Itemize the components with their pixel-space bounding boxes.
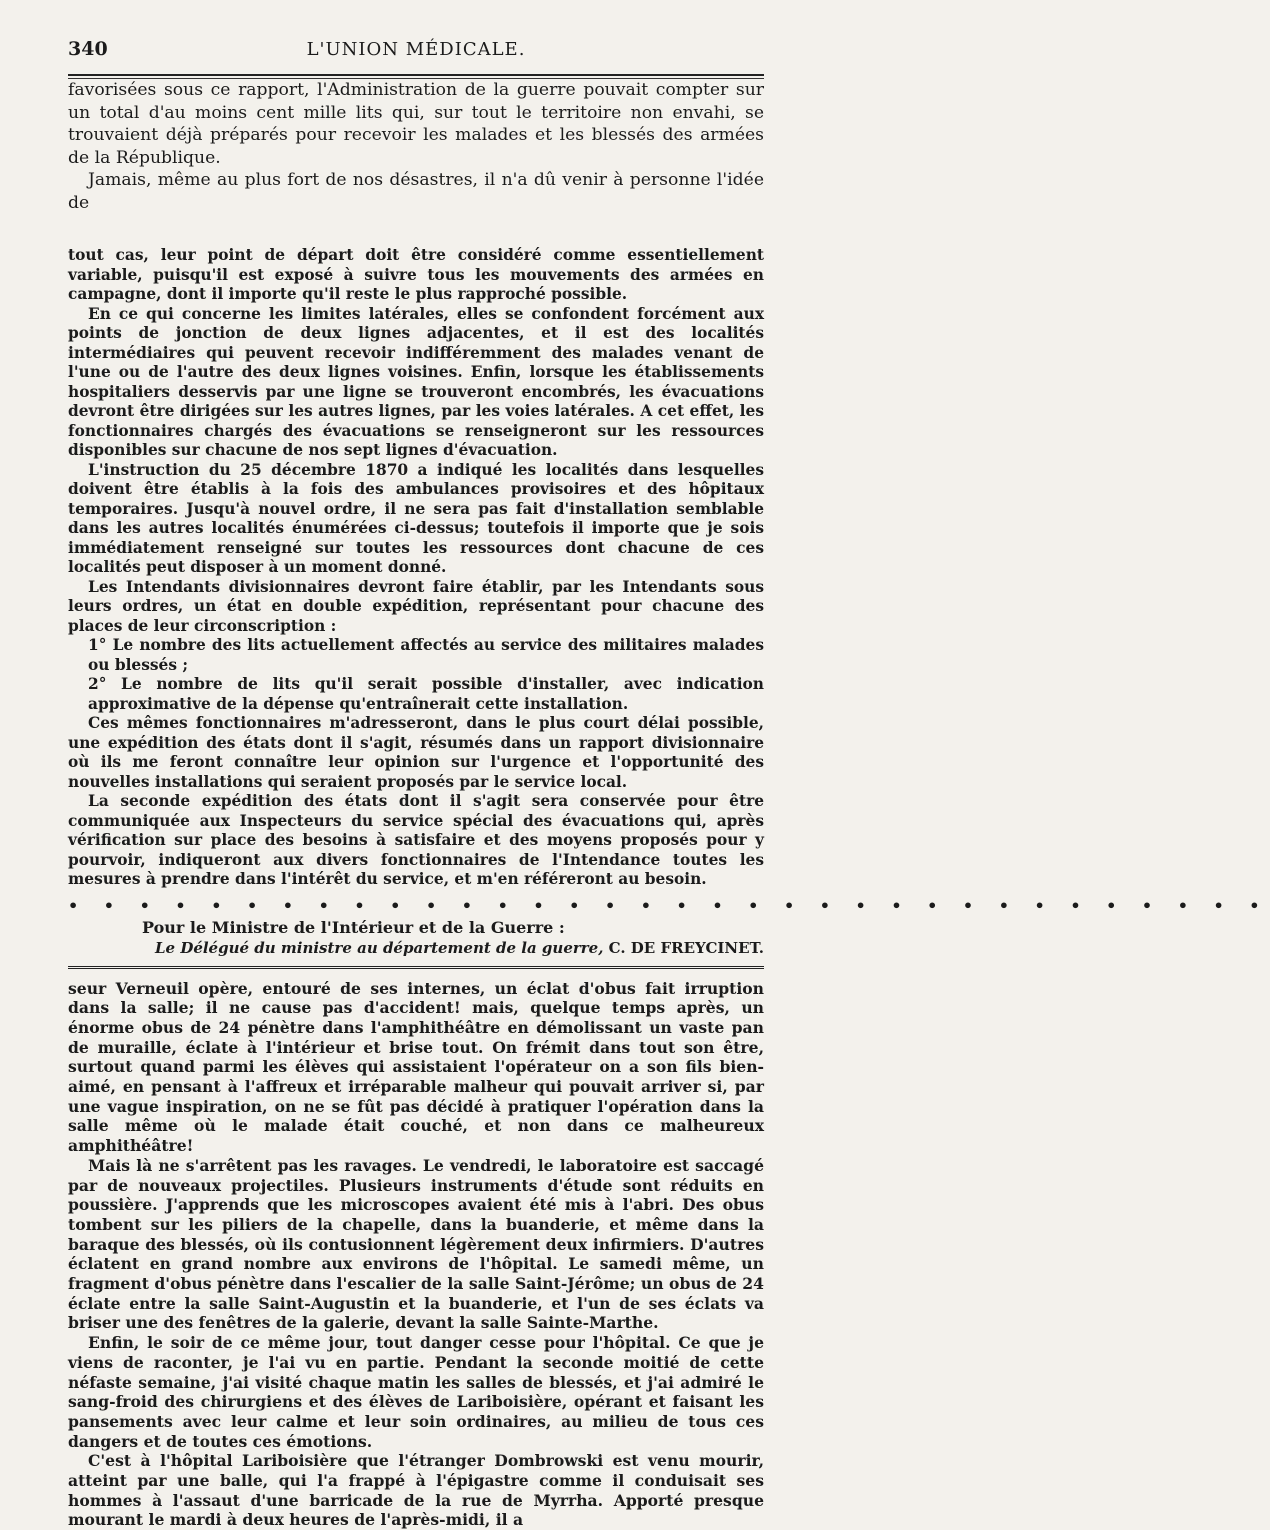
running-title: L'UNION MÉDICALE. xyxy=(128,39,704,60)
list-item: 2° Le nombre de lits qu'il serait possible d'installer, avec indication approximative de la dépense qu'entraînerait cette installation. xyxy=(68,675,764,714)
bottom-section xyxy=(68,979,764,1530)
top-section xyxy=(68,79,764,214)
header-rule xyxy=(68,74,764,76)
section-divider xyxy=(68,966,764,969)
list-item: 1° Le nombre des lits actuellement affectés au service des militaires malades ou blessés ; xyxy=(68,636,764,675)
top-paragraph: Jamais, même au plus fort de nos désastres, il n'a dû venir à personne l'idée de xyxy=(68,169,764,214)
signature-delegate: Le Délégué du ministre au département de la guerre, xyxy=(155,939,603,957)
body-paragraph: C'est à l'hôpital Lariboisière que l'étranger Dombrowski est venu mourir, atteint par une balle, qui l'a frappé à l'épigastre comme il conduisait ses hommes à l'assaut d'une barricade de la rue de Myrrha. Apporté presque mourant le mardi à deux heures de l'après-midi, il a xyxy=(68,1451,764,1530)
circular-section xyxy=(68,246,764,890)
body-paragraph: En ce qui concerne les limites latérales, elles se confondent forcément aux points de jonction de deux lignes adjacentes, et il est des localités intermédiaires qui peuvent recevoir indifféremment des malades venant de l'une ou de l'autre des deux lignes voisines. Enfin, lorsque les établissements hospitaliers desservis par une ligne se trouveront encombrés, les évacuations devront être dirigées sur les autres lignes, par les voies latérales. A cet effet, les fonctionnaires chargés des évacuations se renseigneront sur les ressources disponibles sur chacune de nos sept lignes d'évacuation. xyxy=(68,305,764,461)
page-number: 340 xyxy=(68,38,128,60)
section-gap xyxy=(68,214,764,234)
ellipsis-dots: • • • • • • • • • • • • • • • • • • • • • • • • • • • • • • • • • • xyxy=(68,896,764,916)
page-header xyxy=(68,38,764,68)
body-paragraph: tout cas, leur point de départ doit être considéré comme essentiellement variable, puisqu'il est exposé à suivre tous les mouvements des armées en campagne, dont il importe qu'il reste le plus rapproché possible. xyxy=(68,246,764,305)
top-paragraph: favorisées sous ce rapport, l'Administration de la guerre pouvait compter sur un total d'au moins cent mille lits qui, sur tout le territoire non envahi, se trouvaient déjà préparés pour recevoir les malades et les blessés des armées de la République. xyxy=(68,79,764,169)
body-paragraph: La seconde expédition des états dont il s'agit sera conservée pour être communiquée aux Inspecteurs du service spécial des évacuations qui, après vérification sur place des besoins à satisfaire et des moyens proposés pour y pourvoir, indiqueront aux divers fonctionnaires de l'Intendance toutes les mesures à prendre dans l'intérêt du service, et m'en référeront au besoin. xyxy=(68,792,764,890)
body-paragraph: Ces mêmes fonctionnaires m'adresseront, dans le plus court délai possible, une expédition des états dont il s'agit, résumés dans un rapport divisionnaire où ils me feront connaître leur opinion sur l'urgence et l'opportunité des nouvelles installations qui seraient proposés par le service local. xyxy=(68,714,764,792)
signature-line: Pour le Ministre de l'Intérieur et de la Guerre : xyxy=(68,918,764,938)
body-paragraph: Mais là ne s'arrêtent pas les ravages. Le vendredi, le laboratoire est saccagé par de nouveaux projectiles. Plusieurs instruments d'étude sont réduits en poussière. J'apprends que les microscopes avaient été mis à l'abri. Des obus tombent sur les piliers de la chapelle, dans la buanderie, et même dans la baraque des blessés, où ils contusionnent légèrement deux infirmiers. D'autres éclatent en grand nombre aux environs de l'hôpital. Le samedi même, un fragment d'obus pénètre dans l'escalier de la salle Saint-Jérôme; un obus de 24 éclate entre la salle Saint-Augustin et la buanderie, et l'un de ses éclats va briser une des fenêtres de la galerie, devant la salle Sainte-Marthe. xyxy=(68,1156,764,1333)
body-paragraph: seur Verneuil opère, entouré de ses internes, un éclat d'obus fait irruption dans la salle; il ne cause pas d'accident! mais, quelque temps après, un énorme obus de 24 pénètre dans l'amphithéâtre en démolissant un vaste pan de muraille, éclate à l'intérieur et brise tout. On frémit dans tout son être, surtout quand parmi les élèves qui assistaient l'opérateur on a son fils bien-aimé, en pensant à l'affreux et irréparable malheur qui pouvait arriver si, par une vague inspiration, on ne se fût pas décidé à pratiquer l'opération dans la salle même où le malade était couché, et non dans ce malheureux amphithéâtre! xyxy=(68,979,764,1156)
body-paragraph: L'instruction du 25 décembre 1870 a indiqué les localités dans lesquelles doivent être établis à la fois des ambulances provisoires et des hôpitaux temporaires. Jusqu'à nouvel ordre, il ne sera pas fait d'installation semblable dans les autres localités énumérées ci-dessus; toutefois il importe que je sois immédiatement renseigné sur toutes les ressources dont chacune de ces localités peut disposer à un moment donné. xyxy=(68,461,764,578)
body-paragraph: Les Intendants divisionnaires devront faire établir, par les Intendants sous leurs ordres, un état en double expédition, représentant pour chacune des places de leur circonscription : xyxy=(68,578,764,637)
signature-block xyxy=(68,938,764,958)
signature-name: C. DE FREYCINET. xyxy=(609,939,764,957)
body-paragraph: Enfin, le soir de ce même jour, tout danger cesse pour l'hôpital. Ce que je viens de raconter, je l'ai vu en partie. Pendant la seconde moitié de cette néfaste semaine, j'ai visité chaque matin les salles de blessés, et j'ai admiré le sang-froid des chirurgiens et des élèves de Lariboisière, opérant et faisant les pansements avec leur calme et leur soin ordinaires, au milieu de tous ces dangers et de toutes ces émotions. xyxy=(68,1333,764,1451)
